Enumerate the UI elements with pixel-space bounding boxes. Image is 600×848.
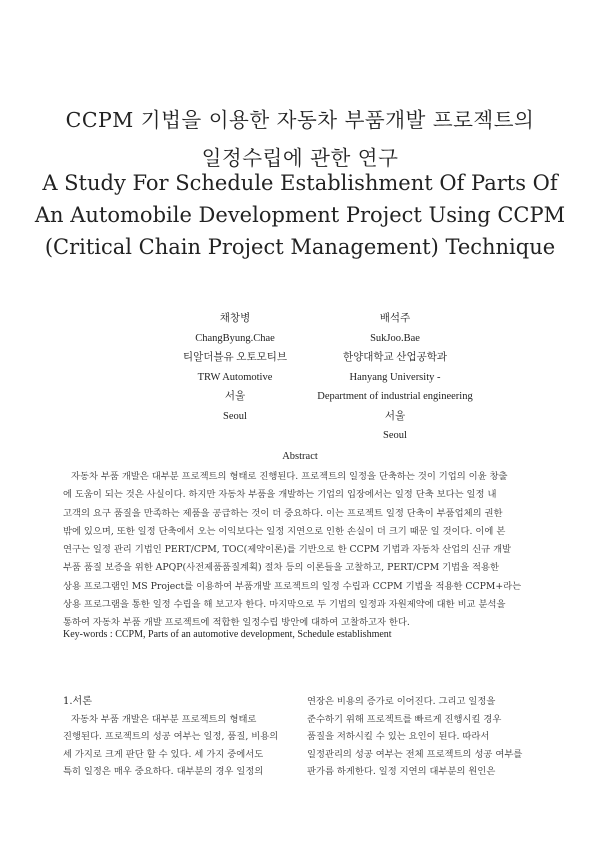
author-left	[160, 309, 310, 426]
author-left-affiliation-kr: 티알더블유 오토모티브	[182, 352, 288, 363]
abstract-line: 연구는 일정 관리 기법인 PERT/CPM, TOC(제약이론)를 기반으로 한 CCPM 기법과 자동차 산업의 신규 개발	[63, 544, 512, 556]
body-line: 준수하기 위해 프로젝트를 빠르게 진행시킬 경우	[307, 713, 502, 725]
abstract-body	[63, 468, 539, 633]
abstract-line: 상용 프로그램인 MS Project를 이용하여 부품개발 프로젝트의 일정 수립과 CCPM 기법을 적용한 CCPM+라는	[63, 580, 522, 592]
title-korean-line1: CCPM 기법을 이용한 자동차 부품개발 프로젝트의	[65, 108, 535, 132]
author-right-name-en: SukJoo.Bae	[370, 332, 420, 344]
author-left-city-en: Seoul	[223, 410, 247, 422]
author-right	[315, 309, 475, 446]
author-right-name-kr: 배석주	[379, 313, 411, 324]
abstract-line: 통하여 자동차 부품 개발 프로젝트에 적합한 일정수립 방안에 대하여 고찰하고자 한다.	[63, 617, 410, 629]
title-korean-line2: 일정수립에 관한 연구	[201, 146, 399, 170]
body-line: 자동차 부품 개발은 대부분 프로젝트의 형태로	[71, 713, 257, 725]
author-right-affiliation-kr: 한양대학교 산업공학과	[342, 352, 448, 363]
author-right-city-kr: 서울	[384, 410, 406, 422]
author-right-city-en: Seoul	[383, 430, 407, 441]
body-line: 특히 일정은 매우 중요하다. 대부분의 경우 일정의	[63, 766, 264, 777]
author-left-affiliation-en: TRW Automotive	[197, 371, 273, 383]
body-line: 일정관리의 성공 여부는 전체 프로젝트의 성공 여부를	[307, 748, 523, 760]
body-line: 세 가지로 크게 판단 할 수 있다. 세 가지 중에서도	[63, 748, 264, 760]
body-line: 품질을 저하시킬 수 있는 요인이 된다. 따라서	[307, 731, 490, 742]
body-line: 판가름 하게한다. 일정 지연의 대부분의 원인은	[307, 766, 496, 777]
author-left-name-kr: 채창병	[219, 313, 251, 324]
author-right-department: Department of industrial engineering	[317, 391, 473, 402]
title-english-line2: An Automobile Development Project Using CCPM	[34, 203, 566, 227]
abstract-line: 고객의 요구 품질을 만족하는 제품을 공급하는 것이 더 중요하다. 이는 프로젝트 일정 단축이 부품업체의 권한	[63, 507, 503, 519]
abstract-line: 에 도움이 되는 것은 사실이다. 하지만 자동차 부품을 개발하는 기업의 입장에서는 일정 단축 보다는 일정 내	[63, 489, 497, 501]
title-english-line1: A Study For Schedule Establishment Of Parts Of	[42, 171, 558, 195]
body-left-column	[63, 693, 293, 781]
body-right-column	[307, 693, 537, 781]
keywords: Key-words : CCPM, Parts of an automotive development, Schedule establishment	[63, 629, 392, 640]
body-line: 연장은 비용의 증가로 이어진다. 그리고 일정을	[307, 696, 496, 707]
abstract-line: 상용 프로그램을 통한 일정 수립을 해 보고자 한다. 마지막으로 두 기법의 일정과 자원제약에 대한 비교 분석을	[63, 599, 506, 611]
body-line: 진행된다. 프로젝트의 성공 여부는 일정, 품질, 비용의	[63, 731, 279, 742]
abstract-line: 부품 품질 보증을 위한 APQP(사전제품품질계획) 절차 등의 이론들을 고찰하고, PERT/CPM 기법을 적용한	[63, 562, 499, 574]
title-english-line3: (Critical Chain Project Management) Technique	[44, 235, 556, 259]
abstract-heading: Abstract	[282, 451, 318, 462]
author-left-name-en: ChangByung.Chae	[195, 332, 275, 344]
author-right-affiliation-en: Hanyang University -	[349, 371, 441, 383]
abstract-line: 밖에 있으며, 또한 일정 단축에서 오는 이익보다는 일정 지연으로 인한 손실이 더 크기 때문 일 것이다. 이에 본	[63, 525, 506, 537]
author-left-city-kr: 서울	[224, 391, 246, 402]
abstract-line: 자동차 부품 개발은 대부분 프로젝트의 형태로 진행된다. 프로젝트의 일정을 단축하는 것이 기업의 이윤 창출	[71, 471, 508, 482]
section-title-introduction: 1.서론	[63, 696, 92, 707]
